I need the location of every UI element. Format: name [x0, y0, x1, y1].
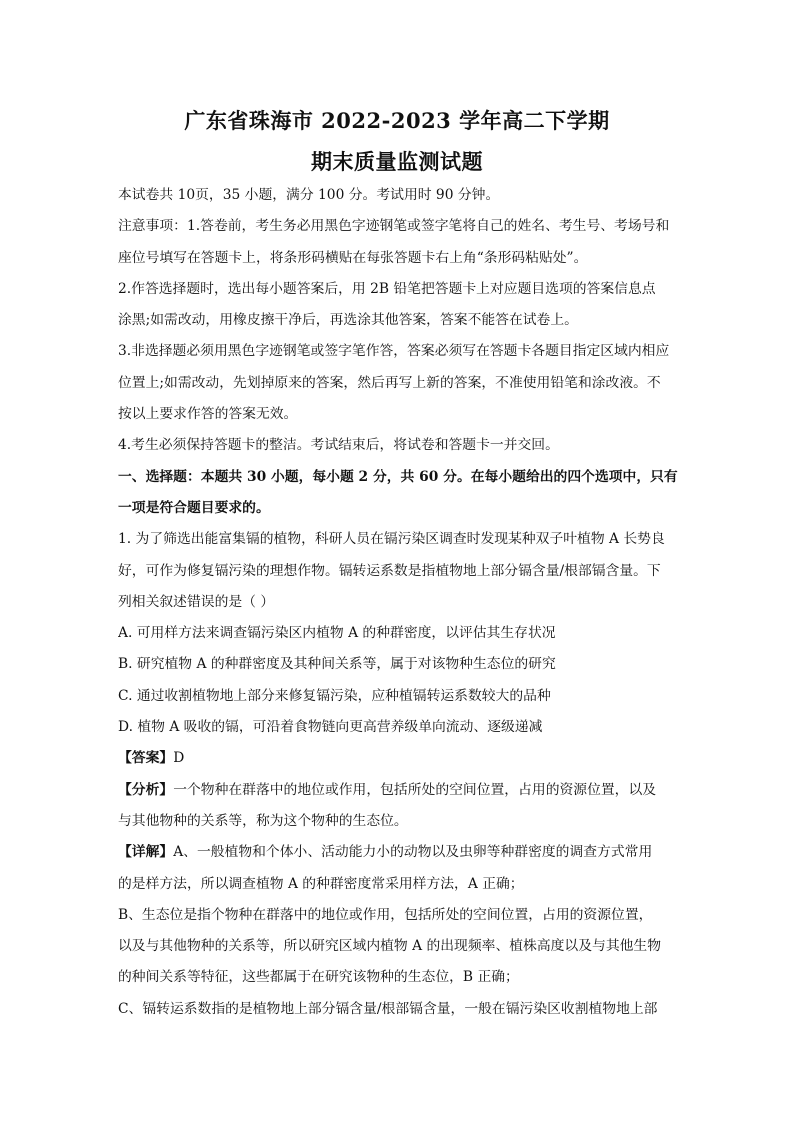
exam-title-line-2: 期末质量监测试题 — [311, 149, 483, 174]
detail-line: B、生态位是指个物种在群落中的地位或作用，包括所处的空间位置，占用的资源位置， — [118, 906, 653, 923]
answer-value: D — [173, 750, 185, 767]
detail-line: 以及与其他物种的关系等，所以研究区域内植物 A 的出现频率、植株高度以及与其他生物 — [118, 938, 662, 955]
notice-line: 3.非选择题必须用黑色字迹钢笔或签字笔作答，答案必须写在答题卡各题目指定区域内相应 — [118, 343, 670, 360]
answer-tag: 【答案】 — [118, 750, 174, 767]
detail-line — [118, 837, 678, 868]
section-heading: 一、选择题：本题共 30 小题，每小题 2 分，共 60 分。在每小题给出的四个选项中，只有 — [118, 468, 678, 485]
detail-line: C、镉转运系数指的是植物地上部分镉含量/根部镉含量，一般在镉污染区收割植物地上部 — [118, 1000, 658, 1017]
option-a: A. 可用样方法来调查镉污染区内植物 A 的种群密度，以评估其生存状况 — [118, 625, 556, 642]
notice-line: 4.考生必须保持答题卡的整洁。考试结束后，将试卷和答题卡一并交回。 — [118, 437, 559, 454]
analysis-line: 与其他物种的关系等，称为这个物种的生态位。 — [118, 812, 408, 829]
section-heading: 一项是符合题目要求的。 — [118, 499, 270, 516]
notice-line: 位置上;如需改动，先划掉原来的答案，然后再写上新的答案，不准使用铅笔和涂改液。不 — [118, 374, 661, 391]
question-stem-line: 1. 为了筛选出能富集镉的植物，科研人员在镉污染区调查时发现某种双子叶植物 A 长势良 — [118, 531, 665, 548]
option-d: D. 植物 A 吸收的镉，可沿着食物链向更高营养级单向流动、逐级递减 — [118, 719, 543, 736]
answer-line — [118, 743, 678, 774]
option-c: C. 通过收割植物地上部分来修复镉污染，应种植镉转运系数较大的品种 — [118, 687, 551, 704]
notice-line: 注意事项：1.答卷前，考生务必用黑色字迹钢笔或签字笔将自己的姓名、考生号、考场号和 — [118, 218, 670, 235]
exam-body — [118, 180, 678, 1025]
detail-text: A、一般植物和个体小、活动能力小的动物以及虫卵等种群密度的调查方式常用 — [173, 844, 653, 861]
notice-line: 按以上要求作答的答案无效。 — [118, 406, 298, 423]
analysis-tag: 【分析】 — [118, 781, 174, 798]
analysis-text: 一个物种在群落中的地位或作用，包括所处的空间位置，占用的资源位置，以及 — [173, 781, 657, 798]
detail-tag: 【详解】 — [118, 844, 174, 861]
option-b: B. 研究植物 A 的种群密度及其种间关系等，属于对该物种生态位的研究 — [118, 656, 556, 673]
question-stem-line: 好，可作为修复镉污染的理想作物。镉转运系数是指植物地上部分镉含量/根部镉含量。下 — [118, 562, 661, 579]
notice-line: 座位号填写在答题卡上，将条形码横贴在每张答题卡右上角“条形码粘贴处”。 — [118, 249, 588, 266]
detail-line: 的种间关系等特征，这些都属于在研究该物种的生态位，B 正确； — [118, 969, 519, 986]
exam-title-line-1: 广东省珠海市 2022-2023 学年高二下学期 — [184, 108, 610, 133]
notice-line: 2.作答选择题时，选出每小题答案后，用 2B 铅笔把答题卡上对应题目选项的答案信息点 — [118, 280, 656, 297]
detail-line: 的是样方法，所以调查植物 A 的种群密度常采用样方法，A 正确； — [118, 875, 524, 892]
question-stem-line: 列相关叙述错误的是（ ） — [118, 593, 275, 610]
exam-info-line: 本试卷共 10页，35 小题，满分 100 分。考试用时 90 分钟。 — [118, 187, 500, 203]
notice-line: 涂黑;如需改动，用橡皮擦干净后，再选涂其他答案，答案不能答在试卷上。 — [118, 312, 578, 329]
analysis-line — [118, 775, 678, 806]
